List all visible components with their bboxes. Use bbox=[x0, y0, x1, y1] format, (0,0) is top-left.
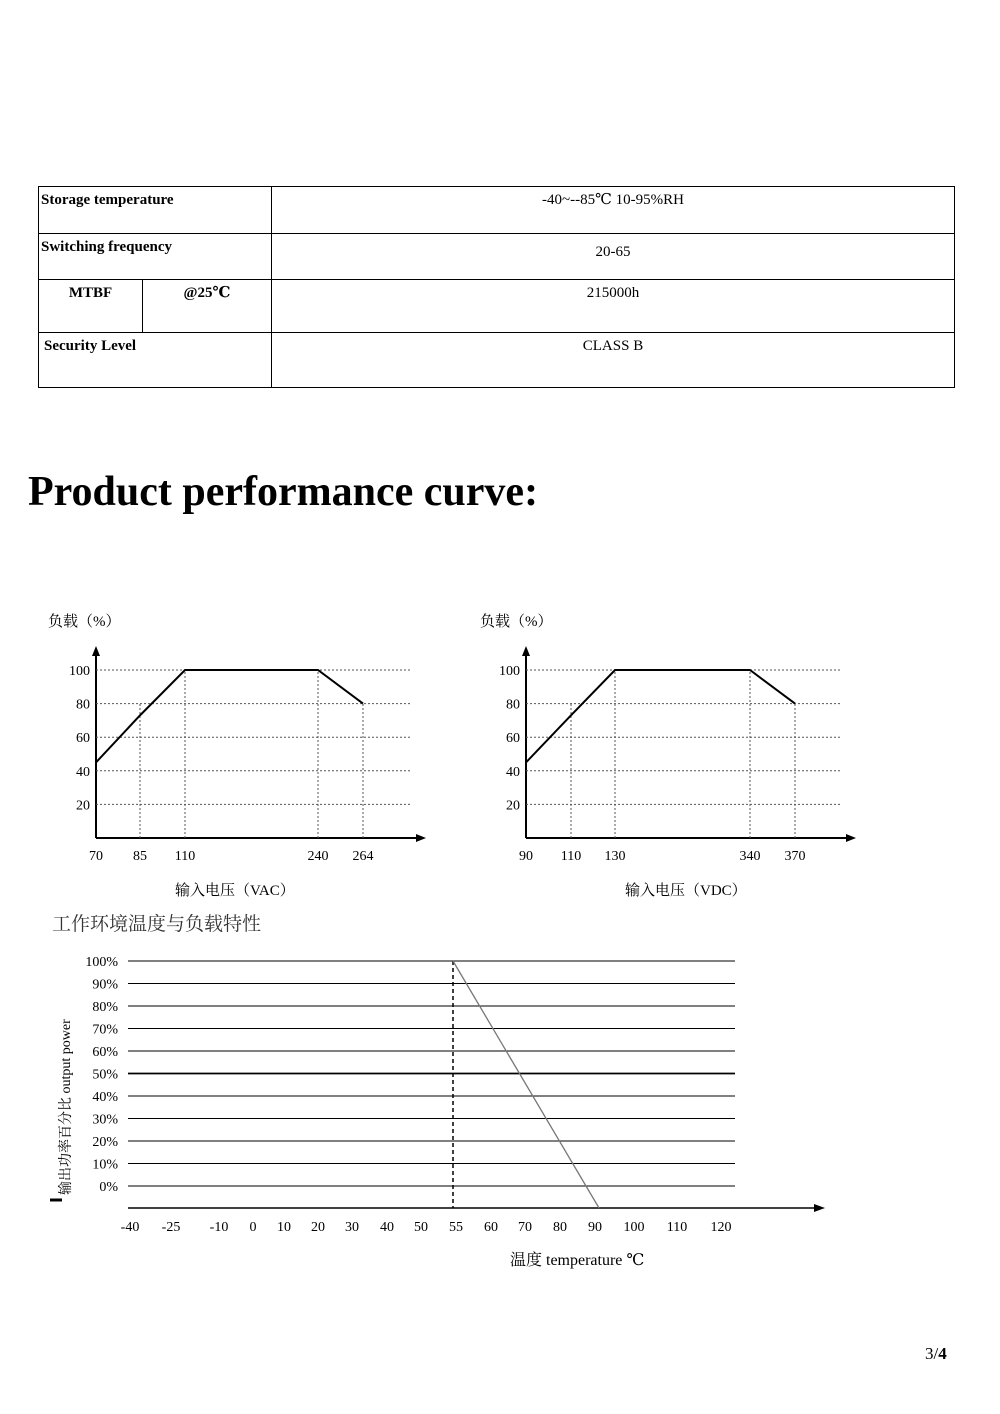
temperature-chart-ylabel: 输出功率百分比 output power bbox=[59, 1019, 74, 1195]
vac-derating-line bbox=[96, 670, 363, 762]
vac-y-tick-label: 80 bbox=[76, 697, 90, 713]
spec-label-mtbf: MTBF bbox=[39, 280, 143, 333]
vac-y-tick-label: 40 bbox=[76, 764, 90, 780]
page-current: 3/ bbox=[925, 1344, 939, 1363]
temperature-chart-title: 工作环境温度与负载特性 bbox=[52, 914, 262, 935]
vdc-x-tick-label: 340 bbox=[739, 849, 761, 864]
vdc-gridlines bbox=[526, 670, 840, 838]
temperature-y-tick-label: 20% bbox=[92, 1135, 118, 1150]
vdc-y-tick-label: 40 bbox=[506, 764, 520, 780]
temperature-x-tick-label: -10 bbox=[209, 1220, 229, 1235]
vac-chart-xlabel: 输入电压（VAC） bbox=[175, 883, 295, 899]
vac-y-axis-arrow bbox=[92, 646, 100, 656]
temperature-x-tick-label: 120 bbox=[710, 1220, 732, 1235]
temperature-x-tick-label: -40 bbox=[120, 1220, 140, 1235]
spec-label-security-level: Security Level bbox=[39, 333, 272, 388]
vac-y-tick-labels bbox=[69, 664, 90, 813]
table-row bbox=[39, 280, 955, 333]
vdc-y-tick-label: 80 bbox=[506, 697, 520, 713]
vdc-y-axis-arrow bbox=[522, 646, 530, 656]
temperature-x-tick-labels bbox=[121, 1220, 732, 1235]
temperature-y-tick-label: 60% bbox=[92, 1045, 118, 1060]
section-title: Product performance curve: bbox=[28, 469, 539, 515]
vdc-chart-xlabel: 输入电压（VDC） bbox=[625, 883, 747, 899]
temperature-y-tick-label: 80% bbox=[92, 1000, 118, 1015]
vac-x-tick-label: 240 bbox=[307, 849, 329, 864]
temperature-x-tick-label: 70 bbox=[518, 1220, 532, 1235]
temperature-y-tick-label: 10% bbox=[92, 1157, 118, 1173]
temperature-y-tick-label: 40% bbox=[92, 1090, 118, 1105]
spec-value-storage-temperature: -40~--85℃ 10-95%RH bbox=[272, 187, 955, 234]
temperature-gridlines bbox=[128, 961, 735, 1186]
vdc-y-tick-labels bbox=[499, 664, 520, 813]
temperature-chart-xlabel: 温度 temperature ℃ bbox=[510, 1252, 645, 1269]
spec-value-switching-frequency: 20-65 bbox=[272, 234, 955, 280]
vdc-x-axis-arrow bbox=[846, 834, 856, 842]
table-row bbox=[39, 187, 955, 234]
vac-x-tick-label: 110 bbox=[174, 849, 196, 864]
temperature-x-tick-label: 40 bbox=[380, 1220, 394, 1235]
vac-x-tick-label: 70 bbox=[89, 849, 103, 864]
temperature-x-tick-label: -25 bbox=[161, 1220, 181, 1235]
vdc-y-tick-label: 100 bbox=[499, 664, 520, 679]
vac-x-tick-labels bbox=[89, 849, 374, 864]
temperature-x-tick-label: 0 bbox=[249, 1220, 257, 1235]
temperature-y-tick-labels bbox=[85, 955, 118, 1195]
temperature-y-tick-label: 100% bbox=[85, 955, 118, 970]
vdc-x-tick-label: 90 bbox=[519, 849, 533, 864]
temperature-x-tick-label: 10 bbox=[277, 1220, 291, 1235]
vac-y-tick-label: 60 bbox=[76, 731, 90, 747]
vdc-y-tick-label: 60 bbox=[506, 731, 520, 747]
spec-value-security-level: CLASS B bbox=[272, 333, 955, 388]
temperature-derating-line bbox=[453, 961, 599, 1208]
vac-derating-chart bbox=[40, 600, 440, 900]
temperature-y-tick-label: 30% bbox=[92, 1112, 118, 1128]
temperature-x-axis-arrow bbox=[814, 1204, 825, 1212]
temperature-y-tick-label: 50% bbox=[92, 1067, 118, 1083]
spec-table bbox=[38, 186, 955, 388]
temperature-x-tick-label: 50 bbox=[414, 1220, 428, 1235]
temperature-x-tick-label: 80 bbox=[553, 1220, 567, 1235]
vdc-x-tick-label: 370 bbox=[784, 849, 806, 864]
vdc-y-tick-label: 20 bbox=[506, 798, 520, 814]
vdc-x-tick-label: 110 bbox=[560, 849, 582, 864]
temperature-x-tick-label: 20 bbox=[311, 1220, 325, 1235]
spec-label-storage-temperature: Storage temperature bbox=[39, 187, 272, 234]
spec-sublabel-mtbf-condition: @25℃ bbox=[143, 280, 272, 333]
vac-y-tick-label: 20 bbox=[76, 798, 90, 814]
vdc-x-tick-label: 130 bbox=[604, 849, 626, 864]
temperature-x-tick-label: 55 bbox=[449, 1220, 463, 1235]
temperature-x-tick-label: 90 bbox=[588, 1220, 602, 1235]
page-number bbox=[925, 1344, 947, 1364]
vac-gridlines bbox=[96, 670, 410, 838]
spec-value-mtbf: 215000h bbox=[272, 280, 955, 333]
temperature-x-tick-label: 60 bbox=[484, 1220, 498, 1235]
temperature-derating-chart bbox=[40, 900, 840, 1280]
temperature-y-tick-label: 90% bbox=[92, 977, 118, 993]
spec-label-switching-frequency: Switching frequency bbox=[39, 234, 272, 280]
page-total: 4 bbox=[938, 1344, 947, 1363]
vdc-derating-chart bbox=[470, 600, 870, 900]
vac-x-tick-label: 264 bbox=[352, 849, 374, 864]
vac-x-axis-arrow bbox=[416, 834, 426, 842]
temperature-x-tick-label: 100 bbox=[623, 1220, 645, 1235]
vdc-chart-ylabel: 负载（%） bbox=[480, 614, 553, 630]
table-row bbox=[39, 234, 955, 280]
vac-x-tick-label: 85 bbox=[133, 849, 147, 864]
vac-y-tick-label: 100 bbox=[69, 664, 90, 679]
temperature-y-tick-label: 70% bbox=[92, 1022, 118, 1038]
vdc-derating-line bbox=[526, 670, 795, 762]
temperature-x-tick-label: 30 bbox=[345, 1220, 359, 1235]
temperature-x-tick-label: 110 bbox=[666, 1220, 688, 1235]
vdc-x-tick-labels bbox=[519, 849, 806, 864]
table-row bbox=[39, 333, 955, 388]
vac-chart-ylabel: 负载（%） bbox=[48, 614, 121, 630]
temperature-y-tick-label: 0% bbox=[99, 1180, 118, 1195]
